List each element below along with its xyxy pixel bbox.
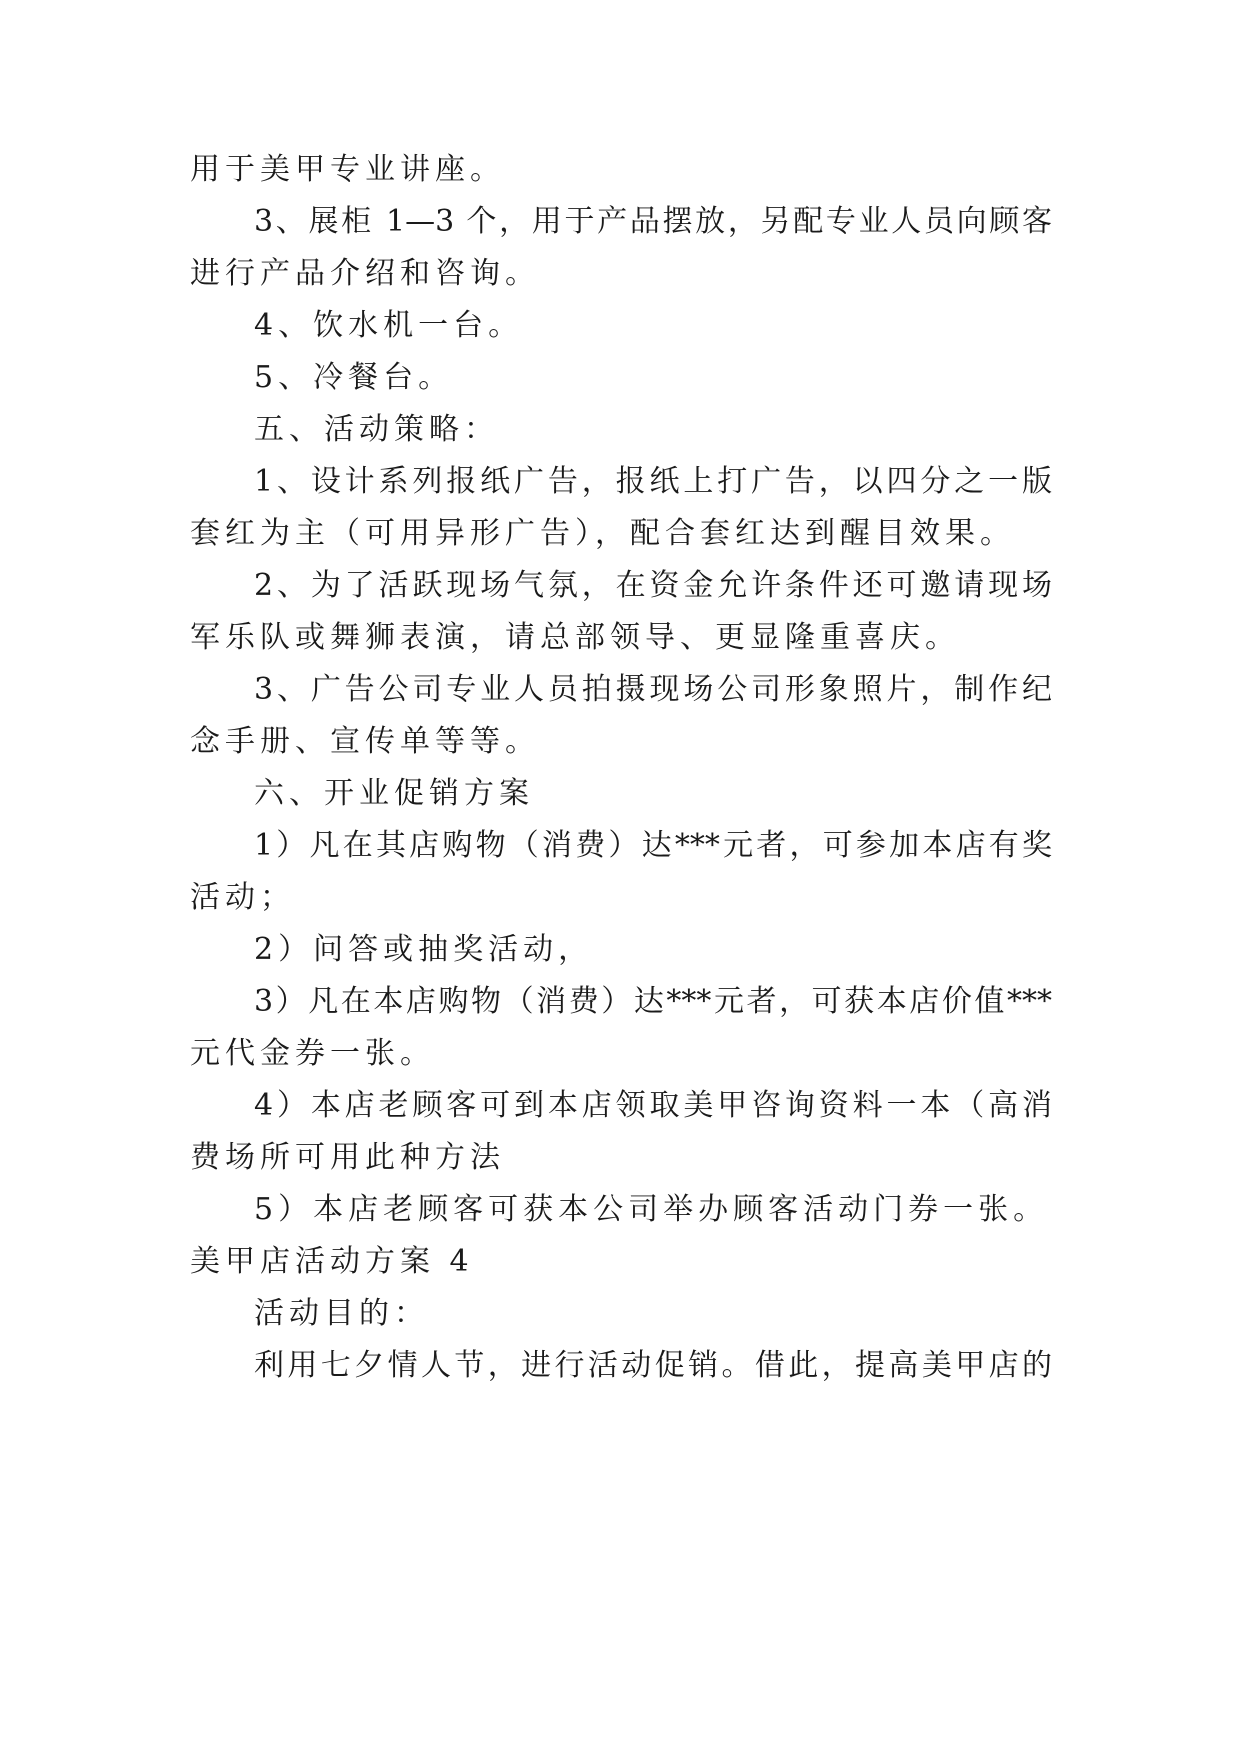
text-line: 3）凡在本店购物（消费）达***元者，可获本店价值***	[254, 984, 1052, 1019]
text-line: 5、冷餐台。	[254, 360, 454, 395]
text-line: 军乐队或舞狮表演，请总部领导、更显隆重喜庆。	[190, 620, 960, 655]
text-line: 4、饮水机一台。	[254, 308, 524, 343]
text-line: 4）本店老顾客可到本店领取美甲咨询资料一本（高消	[254, 1088, 1052, 1123]
document-title: 美甲店活动方案 4	[190, 1244, 474, 1279]
text-line: 费场所可用此种方法	[190, 1140, 505, 1175]
text-line: 3、广告公司专业人员拍摄现场公司形象照片，制作纪	[254, 672, 1052, 707]
text-line: 3、展柜 1—3 个，用于产品摆放，另配专业人员向顾客	[254, 204, 1052, 239]
text-line: 5）本店老顾客可获本公司举办顾客活动门券一张。	[254, 1192, 1049, 1227]
text-line: 进行产品介绍和咨询。	[190, 256, 540, 291]
text-line: 1、设计系列报纸广告，报纸上打广告，以四分之一版	[254, 464, 1052, 499]
section-heading: 活动目的：	[254, 1296, 429, 1331]
text-line: 1）凡在其店购物（消费）达***元者，可参加本店有奖	[254, 828, 1052, 863]
section-heading: 六、开业促销方案	[254, 776, 534, 811]
text-line: 念手册、宣传单等等。	[190, 724, 540, 759]
text-line: 利用七夕情人节，进行活动促销。借此，提高美甲店的	[254, 1348, 1052, 1383]
text-line: 2、为了活跃现场气氛，在资金允许条件还可邀请现场	[254, 568, 1052, 603]
text-line: 元代金券一张。	[190, 1036, 435, 1071]
section-heading: 五、活动策略：	[254, 412, 499, 447]
text-line: 套红为主（可用异形广告），配合套红达到醒目效果。	[190, 516, 1015, 551]
text-line: 活动；	[190, 880, 295, 915]
text-line: 用于美甲专业讲座。	[190, 152, 505, 187]
text-line: 2）问答或抽奖活动，	[254, 932, 594, 967]
